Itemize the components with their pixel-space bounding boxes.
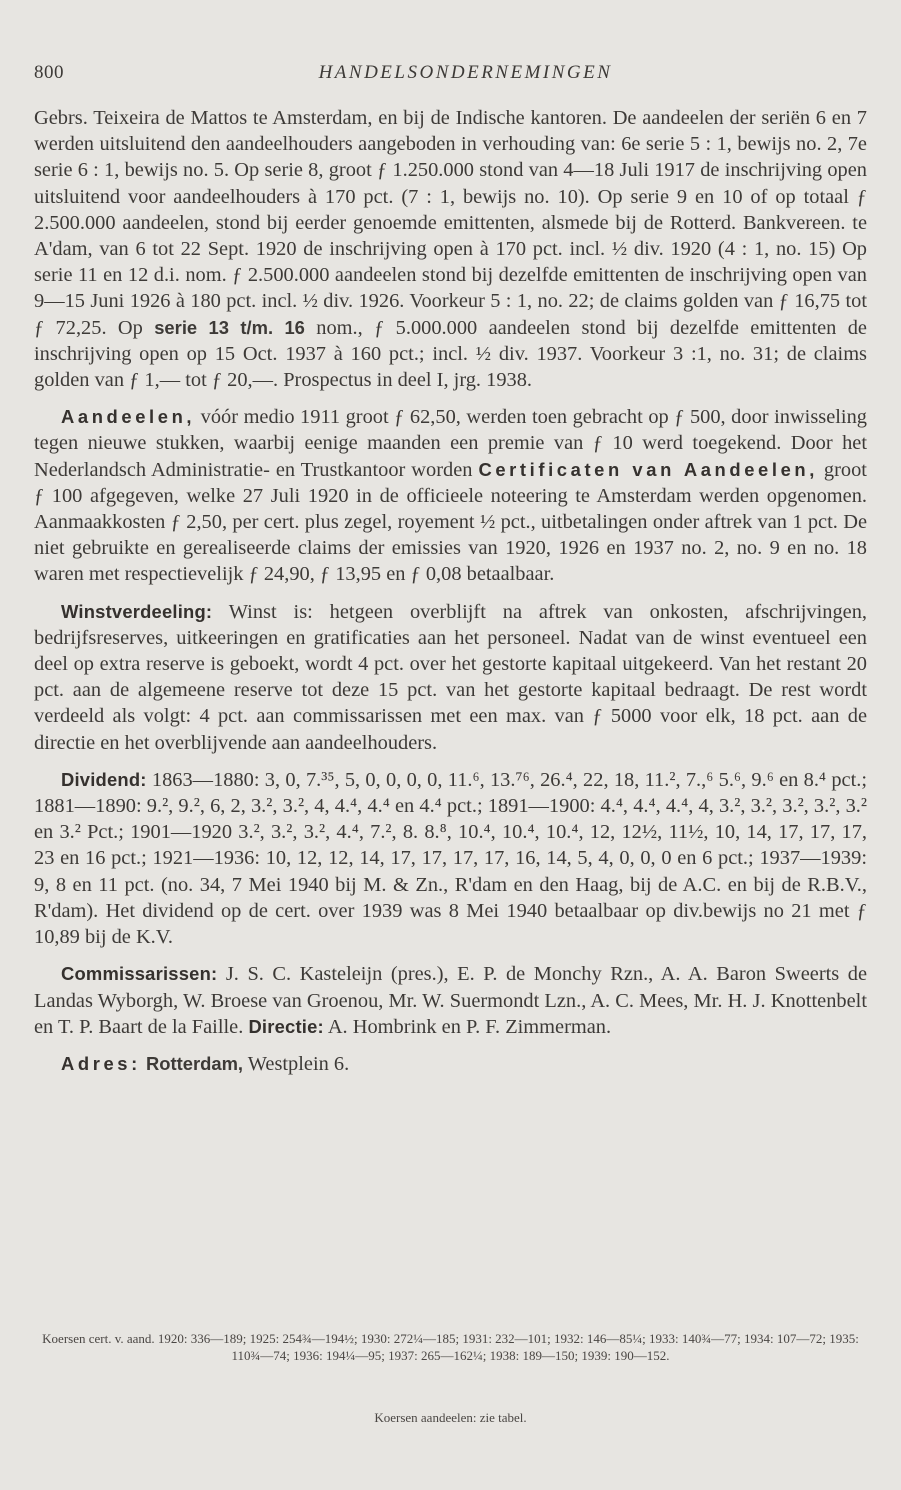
emission-text-rest: nom., ƒ 5.000.000 aandeelen stond bij dezelfde emittenten de inschrijving open op 15 Oct. 1937 à 160 pct.; incl. ½ div. 1937. Voorkeur 3 :1, no. 31; de claims golden van ƒ 1,— tot ƒ 20,—. Prospectus in deel I, jrg. 1938. bbox=[34, 316, 867, 392]
emission-bold-series: serie 13 t/m. 16 bbox=[154, 316, 305, 338]
paragraph-shares bbox=[34, 404, 867, 587]
profit-distribution-heading: Winstverdeeling: bbox=[61, 600, 213, 622]
profit-distribution-text: Winst is: hetgeen overblijft na aftrek van onkosten, afschrijvingen, bedrijfsreserves, uitkeeringen en gratificaties aan het personeel. Nadat van de winst eventueel een deel op extra reserve is geboekt, wordt 4 pct. over het gestorte kapitaal uitgekeerd. Van het restant 20 pct. aan de algemeene reserve tot deze 15 pct. van het gestorte kapitaal bedraagt. De rest wordt verdeeld als volgt: 4 pct. aan commissarissen met een max. van ƒ 5000 voor elk, 18 pct. aan de directie en het overblijvende aan aandeelhouders. bbox=[34, 600, 868, 754]
directors-text: A. Hombrink en P. F. Zimmerman. bbox=[327, 1015, 612, 1038]
directors-heading: Directie: bbox=[248, 1015, 324, 1037]
page-header bbox=[34, 62, 867, 88]
commissioners-text: J. S. C. Kasteleijn (pres.), E. P. de Monchy Rzn., A. A. Baron Sweerts de Landas Wyborgh, W. Broese van Groenou, Mr. W. Suermondt Lzn., A. C. Mees, Mr. H. J. Knottenbelt en T. P. Baart de la Faille. bbox=[34, 963, 867, 1038]
shares-heading: Aandeelen, bbox=[61, 406, 196, 428]
paragraph-emission-history bbox=[34, 105, 867, 393]
dividend-text: 1863—1880: 3, 0, 7.³⁵, 5, 0, 0, 0, 0, 11.⁶, 13.⁷⁶, 26.⁴, 22, 18, 11.², 7.,⁶ 5.⁶, 9.⁶ en 8.⁴ pct.; 1881—1890: 9.², 9.², 6, 2, 3.², 3.², 4, 4.⁴, 4.⁴ en 4.⁴ pct.; 1891—1900: 4.⁴, 4.⁴, 4.⁴, 4, 3.², 3.², 3.², 3.², 3.² en 3.² Pct.; 1901—1920 3.², 3.², 3.², 4.⁴, 7.², 8. 8.⁸, 10.⁴, 10.⁴, 10.⁴, 12, 12½, 11½, 10, 14, 17, 17, 17, 23 en 16 pct.; 1921—1936: 10, 12, 12, 14, 17, 17, 17, 17, 16, 14, 5, 4, 0, 0, 0 en 6 pct.; 1937—1939: 9, 8 en 11 pct. (no. 34, 7 Mei 1940 bij M. & Zn., R'dam en den Haag, bij de A.C. en bij de R.B.V., R'dam). Het dividend op de cert. over 1939 was 8 Mei 1940 betaalbaar op div.bewijs no 21 met ƒ 10,89 bij de K.V. bbox=[34, 768, 867, 949]
address-street: Westplein 6. bbox=[247, 1052, 350, 1075]
certificates-heading: Certificaten van Aandeelen, bbox=[478, 458, 818, 480]
paragraph-address bbox=[34, 1051, 867, 1077]
paragraph-commissioners bbox=[34, 961, 867, 1040]
shares-text-2: groot ƒ 100 afgegeven, welke 27 Juli 1920 in de officieele noteering te Amsterdam werden opgenomen. Aanmaakkosten ƒ 2,50, per cert. plus zegel, royement ½ pct., uitbetalingen onder aftrek van 1 pct. De niet gebruikte en gerealiseerde claims der emissies van 1920, 1926 en 1937 no. 2, no. 9 en no. 18 waren met respectievelijk ƒ 24,90, ƒ 13,95 en ƒ 0,08 betaalbaar. bbox=[34, 458, 867, 586]
shares-text: vóór medio 1911 groot ƒ 62,50, werden toen gebracht op ƒ 500, door inwisseling tegen nieuwe stukken, waarbij eenige maanden een premie van ƒ 10 werd toegekend. Door het Nederlandsch Administratie- en Trustkantoor worden bbox=[34, 406, 867, 481]
address-heading: Adres: bbox=[61, 1052, 141, 1074]
running-title: HANDELSONDERNEMINGEN bbox=[318, 62, 613, 83]
paragraph-dividend bbox=[34, 767, 867, 950]
footnote-share-prices: Koersen aandeelen: zie tabel. bbox=[374, 1410, 527, 1425]
dividend-heading: Dividend: bbox=[61, 768, 147, 790]
paragraph-profit-distribution bbox=[34, 599, 867, 756]
page-number: 800 bbox=[34, 62, 64, 83]
footnote-certificate-prices: Koersen cert. v. aand. 1920: 336—189; 1925: 254¾—194½; 1930: 272¼—185; 1931: 232—101; 1932: 146—85¼; 1933: 140¾—77; 1934: 107—72; 1935: 110¾—74; 1936: 194¼—95; 1937: 265—162¼; 1938: 189—150; 1939: 190—152. bbox=[42, 1331, 859, 1363]
body-text bbox=[34, 105, 867, 1077]
address-city: Rotterdam, bbox=[145, 1052, 244, 1074]
emission-text: Gebrs. Teixeira de Mattos te Amsterdam, en bij de Indische kantoren. De aandeelen der seriën 6 en 7 werden uitsluitend den aandeelhouders aangeboden in verhouding van: 6e serie 5 : 1, bewijs no. 2, 7e serie 6 : 1, bewijs no. 5. Op serie 8, groot ƒ 1.250.000 stond van 4—18 Juli 1917 de inschrijving open uitsluitend voor aandeelhouders à 170 pct. (7 : 1, bewijs no. 10). Op serie 9 en 10 of op totaal ƒ 2.500.000 aandeelen, stond bij eerder genoemde emittenten, alsmede bij de Rotterd. Bankvereen. te A'dam, van 6 tot 22 Sept. 1920 de inschrijving open à 170 pct. incl. ½ div. 1920 (4 : 1, no. 15) Op serie 11 en 12 d.i. nom. ƒ 2.500.000 aandeelen stond bij dezelfde emittenten de inschrijving open van 9—15 Juni 1926 à 180 pct. incl. ½ div. 1926. Voorkeur 5 : 1, no. 22; de claims golden van ƒ 16,75 tot ƒ 72,25. Op bbox=[34, 107, 867, 339]
commissioners-heading: Commissarissen: bbox=[61, 963, 218, 985]
